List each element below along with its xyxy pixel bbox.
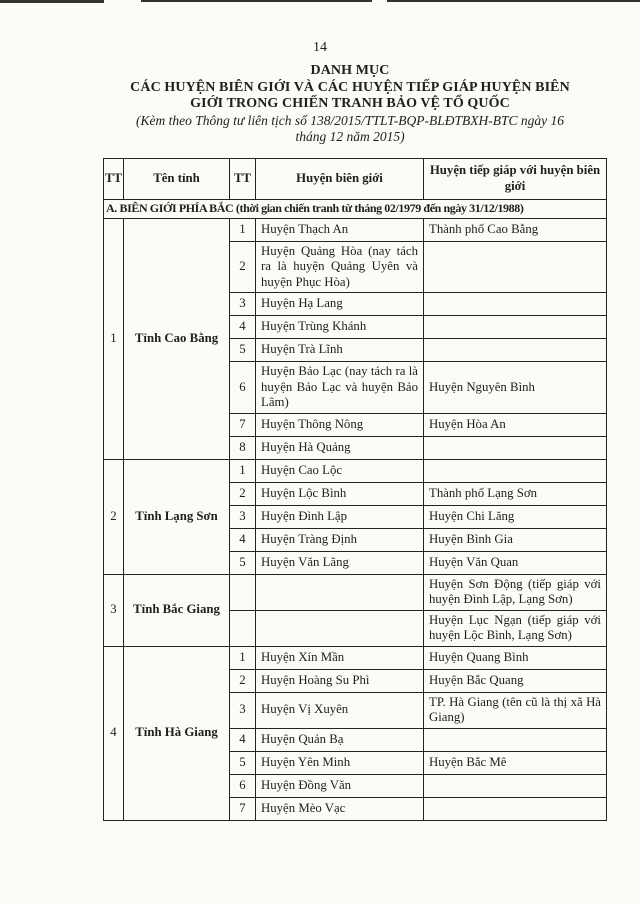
adjacent-district-cell: Huyện Sơn Động (tiếp giáp với huyện Đình Lập, Lạng Sơn): [424, 574, 607, 610]
province-no-cell: 2: [104, 459, 124, 574]
header-tt-2: TT: [230, 159, 256, 200]
border-district-cell: Huyện Xín Mần: [256, 646, 424, 669]
adjacent-district-cell: TP. Hà Giang (tên cũ là thị xã Hà Giang): [424, 692, 607, 728]
border-district-cell: Huyện Hà Quảng: [256, 436, 424, 459]
province-name-cell: Tỉnh Hà Giang: [124, 646, 230, 820]
table-row: [104, 218, 607, 241]
district-no-cell: 3: [230, 293, 256, 316]
district-no-cell: [230, 610, 256, 646]
adjacent-district-cell: Huyện Nguyên Bình: [424, 362, 607, 414]
border-district-cell: Huyện Quản Bạ: [256, 728, 424, 751]
adjacent-district-cell: [424, 459, 607, 482]
border-district-cell: Huyện Đồng Văn: [256, 774, 424, 797]
district-no-cell: 4: [230, 728, 256, 751]
adjacent-district-cell: Huyện Chi Lăng: [424, 505, 607, 528]
district-no-cell: 5: [230, 551, 256, 574]
adjacent-district-cell: [424, 316, 607, 339]
border-district-cell: Huyện Đình Lập: [256, 505, 424, 528]
district-no-cell: 5: [230, 751, 256, 774]
district-no-cell: 3: [230, 692, 256, 728]
province-no-cell: 4: [104, 646, 124, 820]
province-name-cell: Tỉnh Cao Bằng: [124, 218, 230, 459]
border-district-cell: Huyện Lộc Bình: [256, 482, 424, 505]
district-no-cell: 2: [230, 669, 256, 692]
border-district-cell: Huyện Hoàng Su Phì: [256, 669, 424, 692]
province-name-cell: Tỉnh Bắc Giang: [124, 574, 230, 646]
border-districts-table: [103, 158, 607, 821]
province-no-cell: 3: [104, 574, 124, 646]
district-no-cell: 3: [230, 505, 256, 528]
scan-artifact-line: [141, 0, 372, 2]
district-no-cell: 1: [230, 218, 256, 241]
border-district-cell: Huyện Vị Xuyên: [256, 692, 424, 728]
border-district-cell: Huyện Thông Nông: [256, 413, 424, 436]
border-district-cell: Huyện Trà Lĩnh: [256, 339, 424, 362]
table-row: [104, 574, 607, 610]
border-district-cell: Huyện Mèo Vạc: [256, 797, 424, 820]
adjacent-district-cell: Huyện Lục Ngạn (tiếp giáp với huyện Lộc Bình, Lạng Sơn): [424, 610, 607, 646]
header-adjacent-district: Huyện tiếp giáp với huyện biên giới: [424, 159, 607, 200]
adjacent-district-cell: [424, 728, 607, 751]
title-subtitle: (Kèm theo Thông tư liên tịch số 138/2015/TTLT-BQP-BLĐTBXH-BTC ngày 16: [136, 112, 564, 128]
adjacent-district-cell: [424, 436, 607, 459]
table-header-row: [104, 159, 607, 200]
district-no-cell: 4: [230, 316, 256, 339]
district-no-cell: 1: [230, 646, 256, 669]
section-a-heading: A. BIÊN GIỚI PHÍA BẮC (thời gian chiến tranh từ tháng 02/1979 đến ngày 31/12/1988): [104, 200, 607, 219]
province-name-cell: Tỉnh Lạng Sơn: [124, 459, 230, 574]
border-district-cell: Huyện Hạ Lang: [256, 293, 424, 316]
border-district-cell: Huyện Văn Lãng: [256, 551, 424, 574]
header-province: Tên tỉnh: [124, 159, 230, 200]
border-district-cell: [256, 574, 424, 610]
adjacent-district-cell: [424, 797, 607, 820]
border-district-cell: [256, 610, 424, 646]
table-row: [104, 646, 607, 669]
district-no-cell: 6: [230, 774, 256, 797]
adjacent-district-cell: Thành phố Cao Bằng: [424, 218, 607, 241]
table-row: [104, 459, 607, 482]
section-a-row: [104, 200, 607, 219]
district-no-cell: 7: [230, 797, 256, 820]
district-no-cell: 1: [230, 459, 256, 482]
title-line: CÁC HUYỆN BIÊN GIỚI VÀ CÁC HUYỆN TIẾP GIÁP HUYỆN BIÊN: [130, 79, 570, 95]
province-no-cell: 1: [104, 218, 124, 459]
district-no-cell: 5: [230, 339, 256, 362]
adjacent-district-cell: [424, 241, 607, 293]
scan-artifact-line: [387, 0, 640, 2]
adjacent-district-cell: Huyện Bắc Mê: [424, 751, 607, 774]
border-district-cell: Huyện Trùng Khánh: [256, 316, 424, 339]
adjacent-district-cell: [424, 774, 607, 797]
district-no-cell: 2: [230, 482, 256, 505]
title-kicker: DANH MỤC: [310, 63, 390, 78]
district-no-cell: 4: [230, 528, 256, 551]
border-district-cell: Huyện Bảo Lạc (nay tách ra là huyện Bảo Lạc và huyện Bảo Lâm): [256, 362, 424, 414]
scan-artifact-line: [0, 0, 104, 3]
district-no-cell: 6: [230, 362, 256, 414]
page-number: 14: [313, 40, 327, 55]
border-district-cell: Huyện Tràng Định: [256, 528, 424, 551]
title-subtitle: tháng 12 năm 2015): [295, 129, 405, 144]
header-tt-1: TT: [104, 159, 124, 200]
district-no-cell: 8: [230, 436, 256, 459]
district-no-cell: [230, 574, 256, 610]
adjacent-district-cell: Huyện Văn Quan: [424, 551, 607, 574]
adjacent-district-cell: Huyện Bắc Quang: [424, 669, 607, 692]
border-district-cell: Huyện Yên Minh: [256, 751, 424, 774]
adjacent-district-cell: Huyện Bình Gia: [424, 528, 607, 551]
district-no-cell: 7: [230, 413, 256, 436]
border-district-cell: Huyện Quảng Hòa (nay tách ra là huyện Quảng Uyên và huyện Phục Hòa): [256, 241, 424, 293]
district-no-cell: 2: [230, 241, 256, 293]
border-district-cell: Huyện Cao Lộc: [256, 459, 424, 482]
border-district-cell: Huyện Thạch An: [256, 218, 424, 241]
title-line: GIỚI TRONG CHIẾN TRANH BẢO VỆ TỔ QUỐC: [190, 96, 510, 111]
adjacent-district-cell: Huyện Hòa An: [424, 413, 607, 436]
adjacent-district-cell: [424, 339, 607, 362]
adjacent-district-cell: Huyện Quang Bình: [424, 646, 607, 669]
header-border-district: Huyện biên giới: [256, 159, 424, 200]
adjacent-district-cell: Thành phố Lạng Sơn: [424, 482, 607, 505]
adjacent-district-cell: [424, 293, 607, 316]
document-title-block: [60, 63, 640, 146]
